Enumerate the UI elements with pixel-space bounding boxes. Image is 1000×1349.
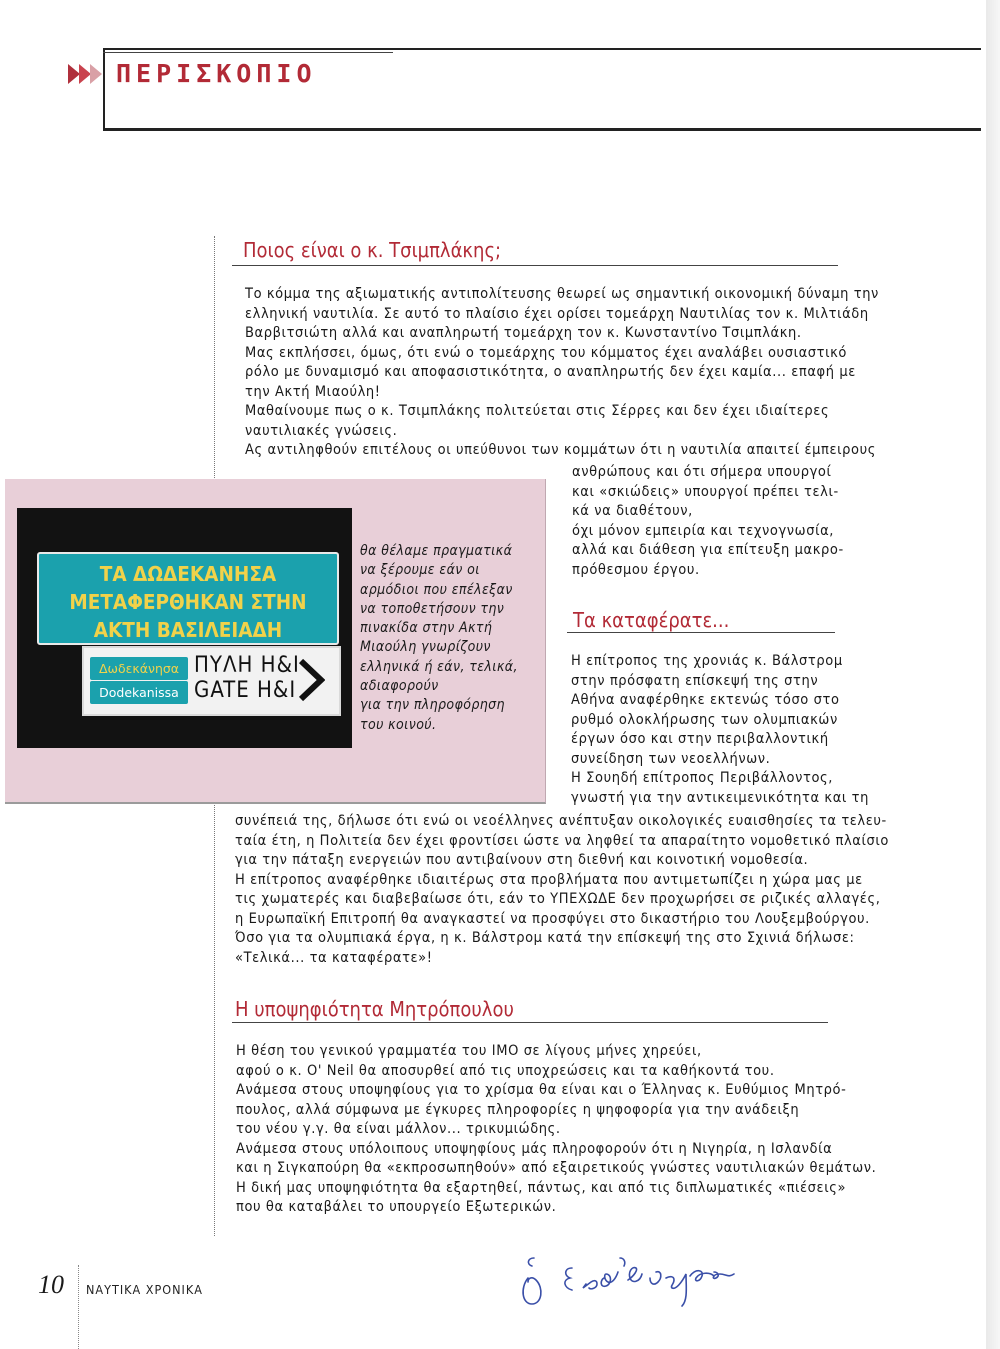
- caption-line: αδιαφορούν: [360, 678, 439, 695]
- article-title-katafe rate: Τα καταφέρατε...: [573, 608, 730, 632]
- text-line: Όσο για τα ολυμπιακά έργα, η κ. Βάλστρομ κατά την επίσκεψή της στο Σχινιά δήλωσε:: [235, 930, 855, 946]
- caption-line: να ξέρουμε εάν οι: [360, 562, 480, 579]
- sign-teal-panel: [37, 552, 339, 645]
- text-line: την Ακτή Μιαούλη!: [245, 383, 381, 400]
- sign-line: ΑΚΤΗ ΒΑΣΙΛΕΙΑΔΗ: [93, 618, 283, 642]
- page-number: 10: [38, 1270, 64, 1299]
- text-line: Μας εκπλήσσει, όμως, ότι ενώ ο τομεάρχης του κόμματος έχει αναλάβει ουσιαστικό: [245, 344, 847, 361]
- article-title-tsimplakis: Ποιος είναι ο κ. Τσιμπλάκης;: [243, 238, 502, 262]
- caption-line: αρμόδιοι που επέλεξαν: [360, 581, 513, 598]
- text-line: Η επίτροπος της χρονιάς κ. Βάλστρομ: [571, 653, 843, 669]
- text-line: πρόθεσμου έργου.: [572, 561, 700, 578]
- text-line: αλλά και διάθεση για επίτευξη μακρο-: [572, 542, 844, 558]
- text-line: έργων όσο και στην περιβαλλοντική: [571, 731, 829, 747]
- text-line: συνείδηση των νεοελλήνων.: [571, 750, 771, 767]
- text-line: Η δική μας υποψηφιότητα θα εξαρτηθεί, πάντως, και από τις διπλωματικές «πιέσεις»: [236, 1179, 847, 1196]
- article-body-tsimplakis: [245, 285, 879, 461]
- chevron-right-icon: [297, 658, 325, 702]
- text-line: ρυθμό ολοκλήρωσης των ολυμπιακών: [571, 711, 838, 728]
- text-line: στην πρόσφατη επίσκεψή της στην: [571, 672, 819, 689]
- text-line: ανθρώπους και ότι σήμερα υπουργοί: [572, 464, 832, 480]
- text-line: ναυτιλιακές γνώσεις.: [245, 422, 398, 439]
- text-line: που θα καταβάλει το υπουργείο Εξωτερικών.: [236, 1199, 557, 1215]
- text-line: Αθήνα αναφέρθηκε εκτενώς τόσο στο: [571, 692, 840, 708]
- text-line: η Ευρωπαϊκή Επιτροπή θα αναγκαστεί να προσφύγει στο δικαστήριο του Λουξεμβούργου.: [235, 910, 870, 927]
- text-line: Ας αντιληφθούν επιτέλους οι υπεύθυνοι των κομμάτων ότι η ναυτιλία απαιτεί έμπειρους: [245, 442, 877, 458]
- text-line: Ανάμεσα στους υπόλοιπους υποψηφίους μάς πληροφορούν ότι η Νιγηρία, η Ισλανδία: [236, 1140, 833, 1157]
- caption-line: για την πληροφόρηση: [360, 697, 505, 714]
- caption-line: του κοινού.: [360, 716, 437, 733]
- header-rule: [103, 52, 393, 53]
- title-rule: [567, 632, 835, 633]
- article-body-valstrom-right: [571, 652, 869, 808]
- sign-chip-latin: Dodekanissa: [90, 681, 188, 704]
- caption-line: Μιαούλη γνωρίζουν: [360, 639, 491, 656]
- photo-caption: [360, 542, 518, 735]
- text-line: γνωστή για την αντικειμενικότητα και τη: [571, 789, 869, 806]
- footer-divider: [78, 1265, 79, 1349]
- gate-label-latin: GATE H&I: [194, 678, 297, 703]
- text-line: τις χωματερές και διαβεβαίωσε ότι, εάν το ΥΠΕΧΩΔΕ δεν προχωρήσει σε ριζικές αλλαγές,: [235, 891, 881, 907]
- sign-chip-greek: Δωδεκάνησα: [90, 657, 188, 680]
- magazine-name: ΝΑΥΤΙΚΑ ΧΡΟΝΙΚΑ: [86, 1282, 203, 1297]
- caption-line: να τοποθετήσουν την: [360, 600, 505, 617]
- sign-line: ΤΑ ΔΩΔΕΚΑΝΗΣΑ: [99, 562, 277, 586]
- sign-line: ΜΕΤΑΦΕΡΘΗΚΑΝ ΣΤΗΝ: [69, 590, 307, 614]
- caption-line: πινακίδα στην Ακτή: [360, 620, 493, 637]
- text-line: «Τελικά... τα καταφέρατε»!: [235, 949, 433, 966]
- title-rule: [232, 1022, 828, 1023]
- text-line: αφού ο κ. Ο' Neil θα αποσυρθεί από τις υποχρεώσεις και τα καθήκοντά του.: [236, 1062, 775, 1079]
- text-line: όχι μόνον εμπειρία και τεχνογνωσία,: [572, 522, 835, 539]
- text-line: συνέπειά της, δήλωσε ότι ενώ οι νεοέλληνες ανέπτυξαν οικολογικές ευαισθησίες τα τελευ-: [235, 813, 887, 829]
- text-line: πουλος, αλλά σύμφωνα με έγκυρες πληροφορίες η ψηφοφορία για την ανάδειξη: [236, 1101, 800, 1118]
- text-line: του νέου γ.γ. θα είναι μάλλον... τρικυμιώδης.: [236, 1121, 561, 1137]
- text-line: Μαθαίνουμε πως ο κ. Τσιμπλάκης πολιτεύεται στις Σέρρες και δεν έχει ιδιαίτερες: [245, 403, 830, 419]
- sign-photo: [17, 508, 352, 748]
- text-line: Η επίτροπος αναφέρθηκε ιδιαιτέρως στα προβλήματα που αντιμετωπίζει η χώρα μας με: [235, 871, 863, 888]
- text-line: ελληνική ναυτιλία. Σε αυτό το πλαίσιο έχει ορίσει τομεάρχη Ναυτιλίας τον κ. Μιλτιάδη: [245, 305, 869, 322]
- text-line: Βαρβιτσιώτη αλλά και αναπληρωτή τομεάρχη τον κ. Κωνσταντίνο Τσιμπλάκη.: [245, 325, 802, 341]
- caption-line: θα θέλαμε πραγματικά: [360, 543, 513, 559]
- handwritten-signature: [510, 1238, 780, 1318]
- text-line: για την πάταξη ενεργειών που αντιβαίνουν στη διεθνή και κοινοτική νομοθεσία.: [235, 852, 809, 868]
- title-rule: [232, 265, 838, 266]
- text-line: Ανάμεσα στους υποψηφίους για το χρίσμα θα είναι και ο Έλληνας κ. Ευθύμιος Μητρό-: [236, 1082, 847, 1098]
- text-line: Το κόμμα της αξιωματικής αντιπολίτευσης θεωρεί ως σημαντική οικονομική δύναμη την: [245, 286, 879, 302]
- gate-label-greek: ΠΥΛΗ Η&Ι: [194, 653, 300, 678]
- text-line: και η Σιγκαπούρη θα «εκπροσωπηθούν» από εξαιρετικούς γνώστες ναυτιλιακών θεμάτων.: [236, 1160, 877, 1176]
- text-line: ρόλο με δυναμισμό και αποφασιστικότητα, ο αναπληρωτής δεν έχει καμία... επαφή με: [245, 364, 856, 380]
- article-body-mitropoulos: [236, 1042, 876, 1218]
- article-body-tsimplakis-continued: [572, 463, 844, 580]
- caption-line: ελληνικά ή εάν, τελικά,: [360, 658, 518, 675]
- text-line: Η Σουηδή επίτροπος Περιβάλλοντος,: [571, 770, 834, 786]
- section-arrows-icon: [68, 64, 101, 86]
- sign-white-panel: [82, 646, 341, 716]
- text-line: Η θέση του γενικού γραμματέα του ΙΜΟ σε λίγους μήνες χηρεύει,: [236, 1043, 702, 1059]
- text-line: κά να διαθέτουν,: [572, 503, 693, 519]
- text-line: και «σκιώδεις» υπουργοί πρέπει τελι-: [572, 483, 839, 500]
- text-line: ταία έτη, η Πολιτεία δεν έχει φροντίσει ώστε να ληφθεί τα απαραίτητο νομοθετικό πλαίσιο: [235, 832, 889, 849]
- page-edge: [986, 0, 1000, 1349]
- article-body-valstrom: [235, 812, 889, 968]
- section-title: ΠΕΡΙΣΚΟΠΙΟ: [116, 59, 317, 88]
- article-title-mitropoulos: Η υποψηφιότητα Μητρόπουλου: [235, 997, 514, 1021]
